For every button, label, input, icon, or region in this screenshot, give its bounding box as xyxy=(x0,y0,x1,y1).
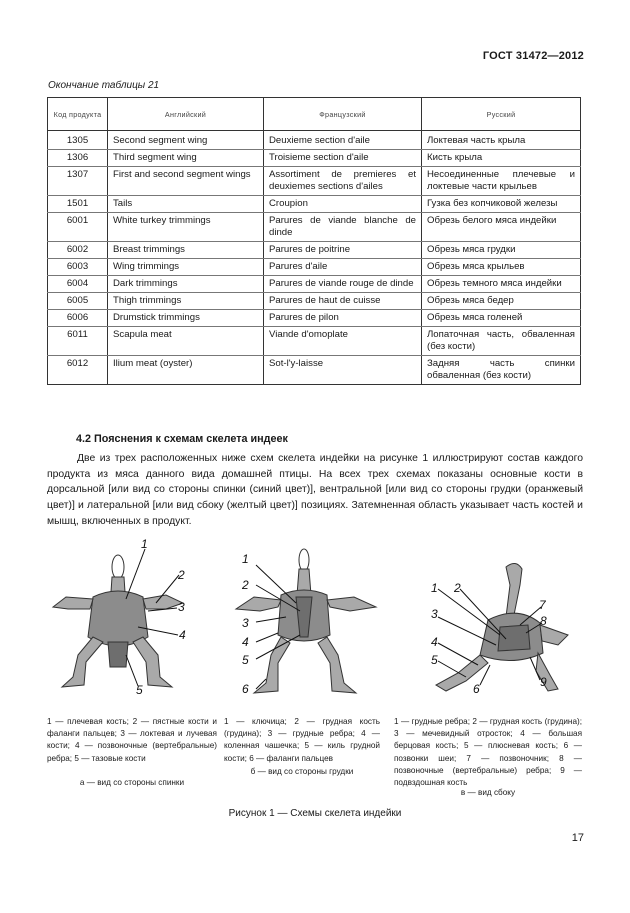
cell-french: Sot-l'y-laisse xyxy=(264,356,422,385)
cell-russian: Обрезь мяса грудки xyxy=(422,242,581,259)
legend-lateral: 1 — грудные ребра; 2 — грудная кость (грудина); 3 — мечевидный отросток; 4 — большая берцовая кость; 5 — плюсневая кость; 6 — позвонки шеи; 7 — позвоночник; 8 — позвоночные (вертебральные) ребра; 9 — подвздошная кость xyxy=(394,717,582,788)
cell-french: Parures de pilon xyxy=(264,310,422,327)
skeleton-dorsal-view xyxy=(48,537,218,702)
header-russian: Русский xyxy=(422,98,581,131)
cell-code: 1305 xyxy=(48,133,108,150)
callout-b: 3 xyxy=(242,616,249,630)
cell-code: 6011 xyxy=(48,327,108,356)
header-english: Английский xyxy=(108,98,264,131)
cell-french: Parures de haut de cuisse xyxy=(264,293,422,310)
cell-french: Assortiment de premieres et deuxiemes sections d'ailes xyxy=(264,167,422,196)
cell-english: Drumstick trimmings xyxy=(108,310,264,327)
skeleton-lateral-view xyxy=(418,545,588,705)
terms-table xyxy=(47,97,581,385)
callout-c: 7 xyxy=(539,598,546,612)
callout-b: 5 xyxy=(242,653,249,667)
page-number: 17 xyxy=(571,832,584,844)
cell-russian: Задняя часть спинки обваленная (без кости) xyxy=(422,356,581,385)
header-code: Код продукта xyxy=(48,98,108,131)
legend-dorsal: 1 — плечевая кость; 2 — пястные кости и фаланги пальцев; 3 — локтевая и лучевая кости; 4 — позвоночные (вертебральные) ребра; 5 — тазовые кости xyxy=(47,717,217,763)
table-row xyxy=(48,327,581,356)
table-row xyxy=(48,133,581,150)
callout-b: 2 xyxy=(242,578,249,592)
cell-french: Parures de poitrine xyxy=(264,242,422,259)
cell-french: Parures de viande blanche de dinde xyxy=(264,213,422,242)
cell-code: 6001 xyxy=(48,213,108,242)
callout-c: 6 xyxy=(473,682,480,696)
skeleton-ventral-view xyxy=(226,545,396,705)
standard-code: ГОСТ 31472—2012 xyxy=(482,50,584,62)
cell-russian: Обрезь темного мяса индейки xyxy=(422,276,581,293)
cell-english: White turkey trimmings xyxy=(108,213,264,242)
header-french: Французский xyxy=(264,98,422,131)
callout-b: 4 xyxy=(242,635,249,649)
subcaption-ventral: б — вид со стороны грудки xyxy=(250,767,354,776)
subcaption-dorsal: а — вид со стороны спинки xyxy=(79,778,185,787)
subcaption-lateral: в — вид сбоку xyxy=(460,788,516,797)
cell-russian: Обрезь мяса бедер xyxy=(422,293,581,310)
callout-c: 1 xyxy=(431,581,438,595)
cell-code: 1307 xyxy=(48,167,108,196)
callout-c: 2 xyxy=(454,581,461,595)
cell-french: Troisieme section d'aile xyxy=(264,150,422,167)
cell-french: Viande d'omoplate xyxy=(264,327,422,356)
callout-b: 1 xyxy=(242,552,249,566)
cell-russian: Обрезь мяса голеней xyxy=(422,310,581,327)
table-row xyxy=(48,259,581,276)
callout-a: 2 xyxy=(178,568,185,582)
cell-english: Wing trimmings xyxy=(108,259,264,276)
callout-a: 4 xyxy=(179,628,186,642)
callout-c: 5 xyxy=(431,653,438,667)
cell-code: 1306 xyxy=(48,150,108,167)
cell-code: 6012 xyxy=(48,356,108,385)
section-title: 4.2 Пояснения к схемам скелета индеек xyxy=(76,433,288,445)
callout-c: 8 xyxy=(540,614,547,628)
table-row xyxy=(48,167,581,196)
cell-russian: Гузка без копчиковой железы xyxy=(422,196,581,213)
legend-ventral: 1 — ключица; 2 — грудная кость (грудина); 3 — грудные ребра; 4 — коленная чашечка; 5 — киль грудной кости; 6 — фаланги пальцев xyxy=(224,717,380,763)
cell-english: Scapula meat xyxy=(108,327,264,356)
table-header-row xyxy=(48,98,581,131)
cell-english: Dark trimmings xyxy=(108,276,264,293)
section-paragraph: Две из трех расположенных ниже схем скелета индейки на рисунке 1 иллюстрируют состав каждого продукта из мяса данного вида домашней птицы. На всех трех схемах показаны основные кости в дорсальной [или вид со стороны спинки (синий цвет)], вентральной [или вид со стороны грудки (оранжевый цвет)] и латеральной [или вид сбоку (желтый цвет)] позициях. Затемненная область указывает часть костей и мышц, включенных в продукт. xyxy=(47,453,583,527)
cell-french: Croupion xyxy=(264,196,422,213)
cell-english: Ilium meat (oyster) xyxy=(108,356,264,385)
cell-russian: Кисть крыла xyxy=(422,150,581,167)
table-row xyxy=(48,150,581,167)
table-row xyxy=(48,293,581,310)
cell-english: Thigh trimmings xyxy=(108,293,264,310)
cell-english: Third segment wing xyxy=(108,150,264,167)
table-row xyxy=(48,196,581,213)
figure-caption: Рисунок 1 — Схемы скелета индейки xyxy=(228,808,402,819)
cell-english: Second segment wing xyxy=(108,133,264,150)
callout-a: 5 xyxy=(136,683,143,697)
callout-c: 4 xyxy=(431,635,438,649)
cell-russian: Локтевая часть крыла xyxy=(422,133,581,150)
cell-french: Parures d'aile xyxy=(264,259,422,276)
cell-russian: Несоединенные плечевые и локтевые части крыльев xyxy=(422,167,581,196)
cell-russian: Обрезь мяса крыльев xyxy=(422,259,581,276)
cell-code: 6005 xyxy=(48,293,108,310)
table-body xyxy=(48,131,581,385)
callout-b: 6 xyxy=(242,682,249,696)
cell-french: Parures de viande rouge de dinde xyxy=(264,276,422,293)
callout-c: 3 xyxy=(431,607,438,621)
table-row xyxy=(48,310,581,327)
cell-code: 6002 xyxy=(48,242,108,259)
cell-english: First and second segment wings xyxy=(108,167,264,196)
cell-french: Deuxieme section d'aile xyxy=(264,133,422,150)
cell-code: 6004 xyxy=(48,276,108,293)
table-caption: Окончание таблицы 21 xyxy=(48,80,160,91)
cell-code: 6003 xyxy=(48,259,108,276)
cell-russian: Обрезь белого мяса индейки xyxy=(422,213,581,242)
cell-english: Breast trimmings xyxy=(108,242,264,259)
cell-russian: Лопаточная часть, обваленная (без кости) xyxy=(422,327,581,356)
callout-a: 1 xyxy=(141,537,148,551)
table-row xyxy=(48,356,581,385)
cell-code: 6006 xyxy=(48,310,108,327)
table-row xyxy=(48,242,581,259)
cell-code: 1501 xyxy=(48,196,108,213)
table-row xyxy=(48,276,581,293)
table-row xyxy=(48,213,581,242)
callout-c: 9 xyxy=(540,675,547,689)
cell-english: Tails xyxy=(108,196,264,213)
callout-a: 3 xyxy=(178,600,185,614)
